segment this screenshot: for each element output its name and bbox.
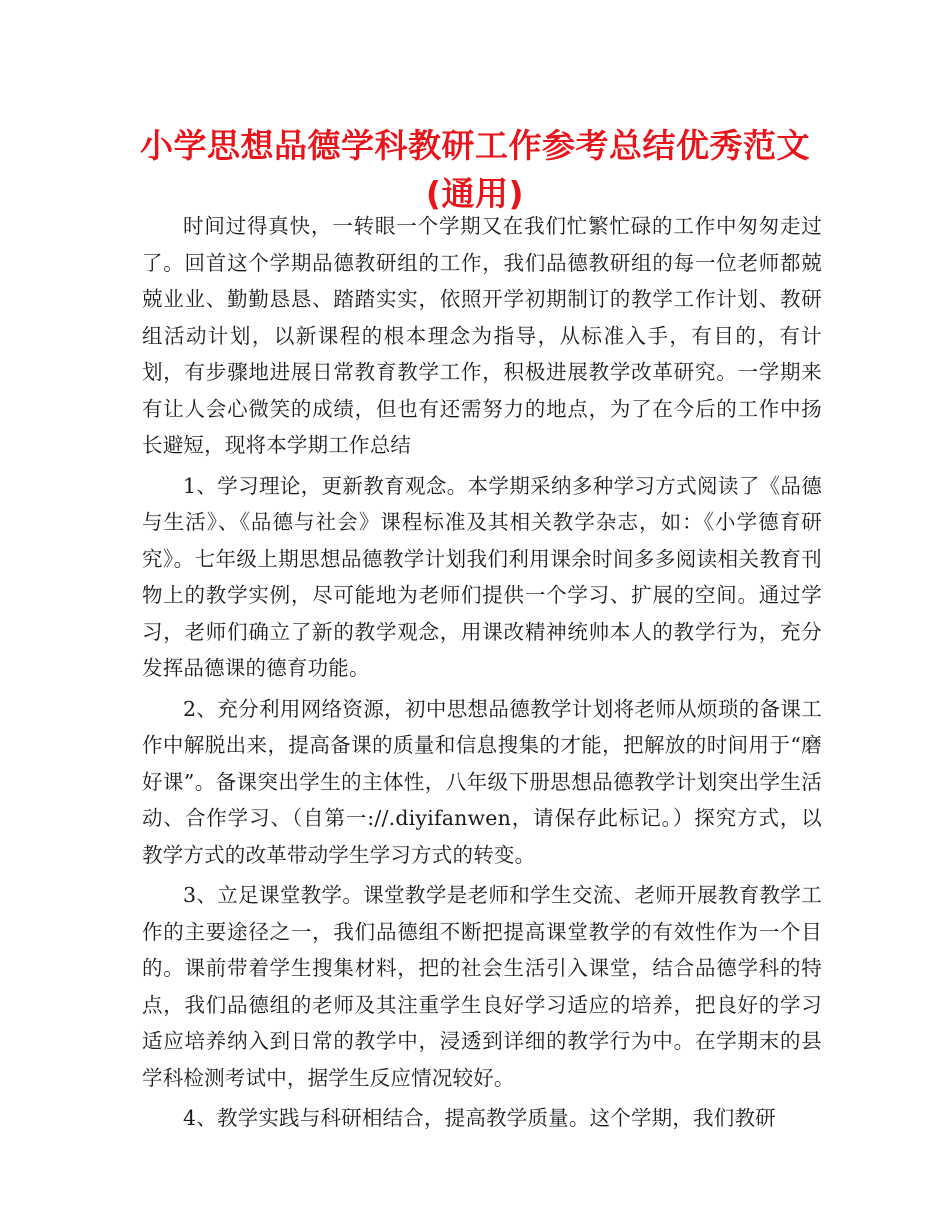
document-title-line-1: 小学思想品德学科教研工作参考总结优秀范文 (140, 126, 810, 165)
paragraph-1: 1、学习理论，更新教育观念。本学期采纳多种学习方式阅读了《品德与生活》、《品德与社会》课程标准及其相关教学杂志，如：《小学德育研究》。七年级上期思想品德教学计划我们利用课余时间多多阅读相关教育刊物上的教学实例，尽可能地为老师们提供一个学习、扩展的空间。通过学习，老师们确立了新的教学观念，用课改精神统帅本人的教学行为，充分发挥品德课的德育功能。 (142, 473, 822, 680)
document-body (142, 208, 822, 1137)
paragraph-4: 4、教学实践与科研相结合，提高教学质量。这个学期，我们教研 (183, 1106, 776, 1130)
paragraph-intro: 时间过得真快，一转眼一个学期又在我们忙繁忙碌的工作中匆匆走过了。回首这个学期品德教研组的工作，我们品德教研组的每一位老师都兢兢业业、勤勤恳恳、踏踏实实，依照开学初期制订的教学工作计划、教研组活动计划，以新课程的根本理念为指导，从标准入手，有目的，有计划，有步骤地进展日常教育教学工作，积极进展教学改革研究。一学期来有让人会心微笑的成绩，但也有还需努力的地点，为了在今后的工作中扬长避短，现将本学期工作总结 (142, 214, 822, 457)
document-title-line-2: (通用) (425, 174, 525, 213)
paragraph-3: 3、立足课堂教学。课堂教学是老师和学生交流、老师开展教育教学工作的主要途径之一，我们品德组不断把提高课堂教学的有效性作为一个目的。课前带着学生搜集材料，把的社会生活引入课堂，结合品德学科的特点，我们品德组的老师及其注重学生良好学习适应的培养，把良好的学习适应培养纳入到日常的教学中，浸透到详细的教学行为中。在学期末的县学科检测考试中，据学生反应情况较好。 (142, 883, 822, 1090)
paragraph-2: 2、充分利用网络资源，初中思想品德教学计划将老师从烦琐的备课工作中解脱出来，提高备课的质量和信息搜集的才能，把解放的时间用于“磨好课”。备课突出学生的主体性，八年级下册思想品德教学计划突出学生活动、合作学习、（自第一://.diyifanwen，请保存此标记。）探究方式，以教学方式的改革带动学生学习方式的转变。 (142, 696, 822, 867)
